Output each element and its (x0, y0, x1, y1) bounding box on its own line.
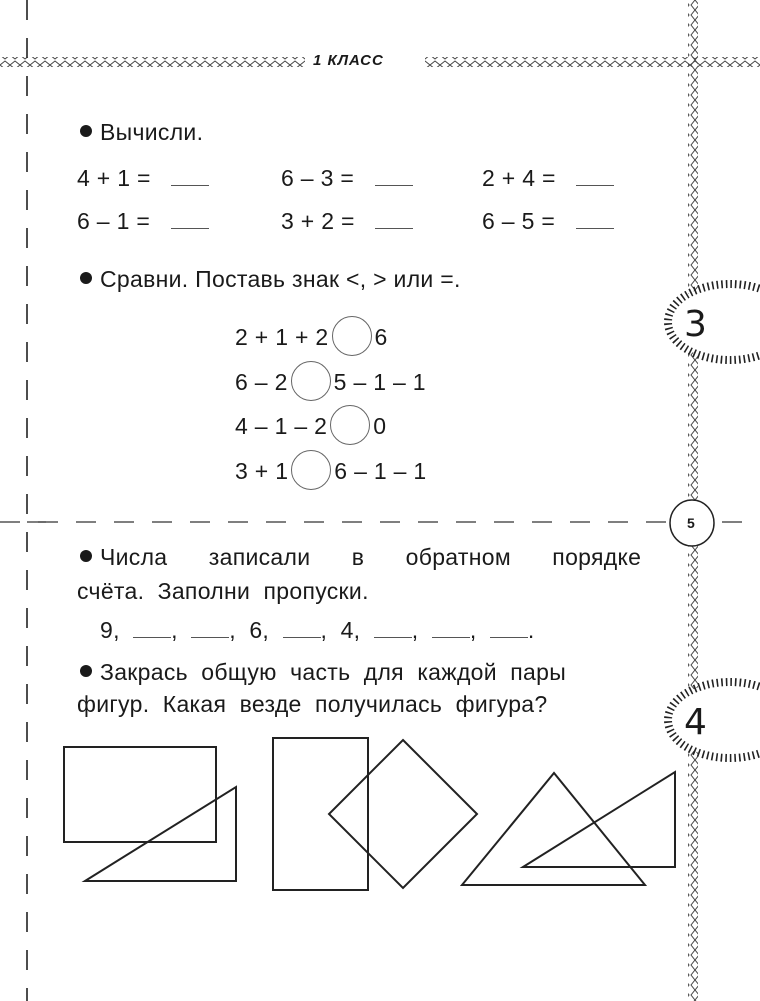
sequence-blank[interactable] (432, 619, 470, 638)
shape-pair-1 (64, 747, 236, 881)
bullet-icon (80, 272, 92, 284)
answer-blank[interactable] (171, 210, 209, 229)
sequence-blank[interactable] (374, 619, 412, 638)
calc-row-1-col-3 (482, 167, 614, 190)
rhombus-shape (329, 740, 477, 888)
compare-sign-circle[interactable] (291, 361, 331, 401)
answer-blank[interactable] (576, 167, 614, 186)
compare-instruction: Сравни. Поставь знак <, > или =. (80, 268, 461, 291)
sequence-blank[interactable] (283, 619, 321, 638)
shapes-instruction-line-2: фигур. Какая везде получилась фигура? (77, 691, 548, 717)
answer-blank[interactable] (171, 167, 209, 186)
right-triangle-shape (85, 787, 236, 881)
calc-expr: 6 – 5 = (482, 208, 556, 234)
calc-expr: 2 + 4 = (482, 165, 556, 191)
bullet-icon (80, 550, 92, 562)
section-number-3: 3 (684, 304, 707, 345)
calc-expr: 3 + 2 = (281, 208, 355, 234)
compare-sign-circle[interactable] (332, 316, 372, 356)
sequence-blank[interactable] (490, 619, 528, 638)
shapes-instruction-line-1: Закрась общую часть для каждой пары (80, 661, 566, 684)
bullet-icon (80, 125, 92, 137)
grade-label: 1 КЛАСС (305, 52, 392, 69)
section-oval-3 (668, 284, 760, 360)
calc-row-1 (77, 167, 209, 190)
compare-row-3: 4 – 1 – 2 0 (235, 405, 386, 445)
bullet-icon (80, 665, 92, 677)
sequence-blank[interactable] (191, 619, 229, 638)
calc-row-2 (77, 210, 209, 233)
header-chain-right (425, 57, 760, 67)
answer-blank[interactable] (375, 167, 413, 186)
sequence-blank[interactable] (133, 619, 171, 638)
shape-pair-2 (273, 738, 477, 890)
triangle-shape (462, 773, 645, 885)
answer-blank[interactable] (576, 210, 614, 229)
compare-row-4: 3 + 1 6 – 1 – 1 (235, 450, 427, 490)
sequence-instruction-line-1: Числа записали в обратном порядке (80, 546, 650, 569)
calc-expr: 6 – 1 = (77, 208, 151, 234)
tall-rectangle-shape (273, 738, 368, 890)
compare-row-1: 2 + 1 + 2 6 (235, 316, 388, 356)
right-triangle-shape-2 (523, 772, 675, 867)
rectangle-shape (64, 747, 216, 842)
compare-sign-circle[interactable] (330, 405, 370, 445)
number-sequence: 9, , , 6, , 4, , , . (100, 617, 535, 643)
section-number-4: 4 (684, 702, 707, 743)
section-oval-4 (668, 682, 760, 758)
sequence-instruction-line-2: счёта. Заполни пропуски. (77, 578, 369, 604)
page-number: 5 (687, 515, 695, 531)
calc-expr: 4 + 1 = (77, 165, 151, 191)
calc-row-1-col-2 (281, 167, 413, 190)
compare-sign-circle[interactable] (291, 450, 331, 490)
header-chain-left (0, 57, 305, 67)
answer-blank[interactable] (375, 210, 413, 229)
calc-row-2-col-3 (482, 210, 614, 233)
shape-pair-3 (462, 772, 675, 885)
calc-row-2-col-2 (281, 210, 413, 233)
calc-expr: 6 – 3 = (281, 165, 355, 191)
calculate-instruction: Вычисли. (80, 121, 203, 144)
compare-row-2: 6 – 2 5 – 1 – 1 (235, 361, 426, 401)
